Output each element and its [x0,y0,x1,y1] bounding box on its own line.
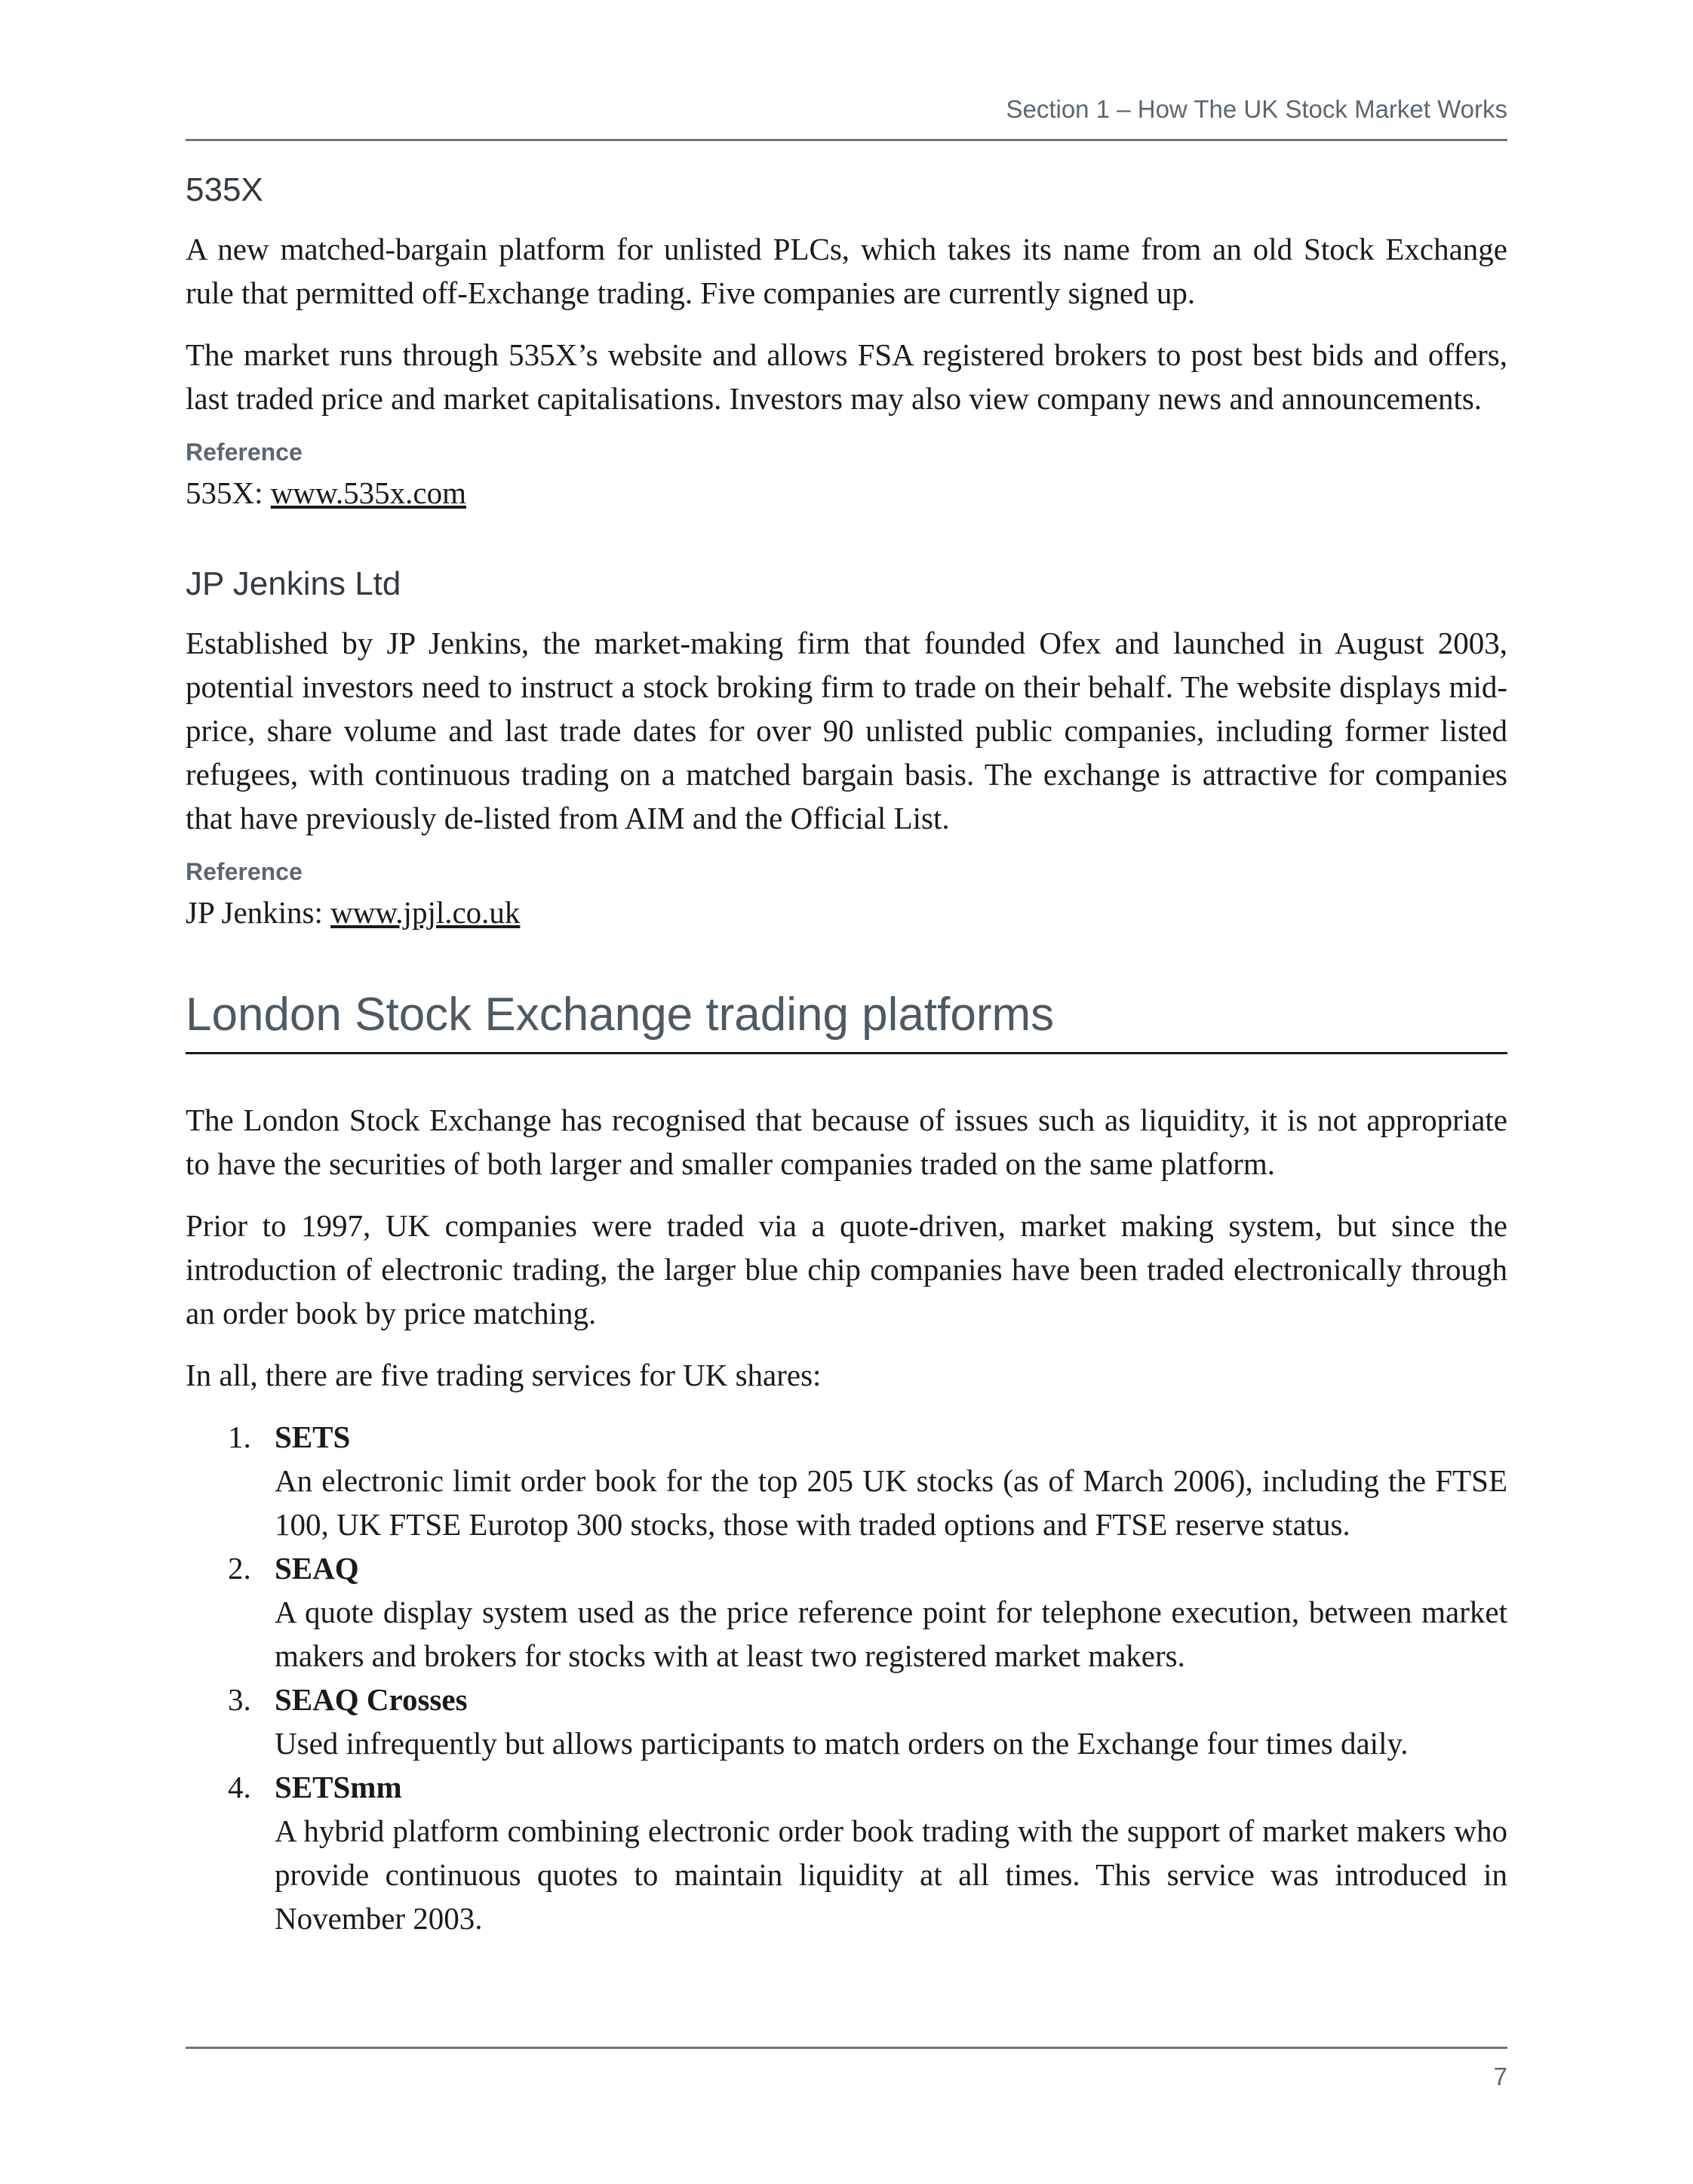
section-title: London Stock Exchange trading platforms [186,988,1055,1041]
list-item [186,1415,1507,1546]
paragraph: The market runs through 535X’s website and allows FSA registered brokers to post best bids and offers, last traded price and market capitalisations. Investors may also view company news and announcements. [186,337,1507,416]
reference-line [186,891,1507,934]
list-item-description: Used infrequently but allows participants to match orders on the Exchange four times daily. [275,1725,1409,1761]
subheading-535x: 535X [186,171,263,208]
list-number: 2. [228,1550,251,1586]
page-number: 7 [1493,2062,1507,2090]
list-item-title: SEAQ [275,1550,359,1586]
list-item-description: A quote display system used as the price reference point for telephone execution, between market makers and brokers for stocks with at least two registered market makers. [275,1594,1507,1673]
trading-services-list [186,1415,1507,1940]
paragraph: Established by JP Jenkins, the market-making firm that founded Ofex and launched in August 2003, potential investors need to instruct a stock broking firm to trade on their behalf. The website displays mid-price, share volume and last trade dates for over 90 unlisted public companies, including former listed refugees, with continuous trading on a matched bargain basis. The exchange is attractive for companies that have previously de-listed from AIM and the Official List. [186,625,1507,835]
reference-link-jpjl[interactable]: www.jpjl.co.uk [330,894,521,930]
reference-prefix: 535X: [186,475,271,510]
list-number: 3. [228,1681,251,1717]
reference-link-535x[interactable]: www.535x.com [270,475,467,510]
running-header: Section 1 – How The UK Stock Market Works [1006,95,1507,123]
subheading-jp-jenkins: JP Jenkins Ltd [186,564,401,602]
reference-label: Reference [186,438,303,466]
list-item-title: SETS [275,1419,351,1454]
paragraph: Prior to 1997, UK companies were traded via a quote-driven, market making system, but since the introduction of electronic trading, the larger blue chip companies have been traded electronically through an order book by price matching. [186,1207,1507,1330]
list-item-title: SEAQ Crosses [275,1681,468,1717]
reference-line [186,471,1507,515]
page-content [186,171,1507,1940]
list-item-description: A hybrid platform combining electronic order book trading with the support of market makers who provide continuous quotes to maintain liquidity at all times. This service was introduced in November 2003. [275,1813,1507,1936]
reference-label: Reference [186,857,303,885]
footer-rule [186,2047,1507,2049]
list-number: 1. [228,1419,251,1454]
list-number: 4. [228,1769,251,1804]
list-item [186,1546,1507,1678]
list-item [186,1678,1507,1765]
reference-prefix: JP Jenkins: [186,894,331,930]
paragraph: A new matched-bargain platform for unlisted PLCs, which takes its name from an old Stock Exchange rule that permitted off-Exchange trading. Five companies are currently signed up. [186,231,1507,310]
list-item-description: An electronic limit order book for the top 205 UK stocks (as of March 2006), including the FTSE 100, UK FTSE Eurotop 300 stocks, those with traded options and FTSE reserve status. [275,1463,1507,1542]
section-title-rule [186,1052,1507,1054]
paragraph: The London Stock Exchange has recognised that because of issues such as liquidity, it is not appropriate to have the securities of both larger and smaller companies traded on the same platform. [186,1102,1507,1181]
list-item [186,1765,1507,1940]
paragraph: In all, there are five trading services for UK shares: [186,1357,822,1392]
header-rule [186,139,1507,141]
list-item-title: SETSmm [275,1769,402,1804]
